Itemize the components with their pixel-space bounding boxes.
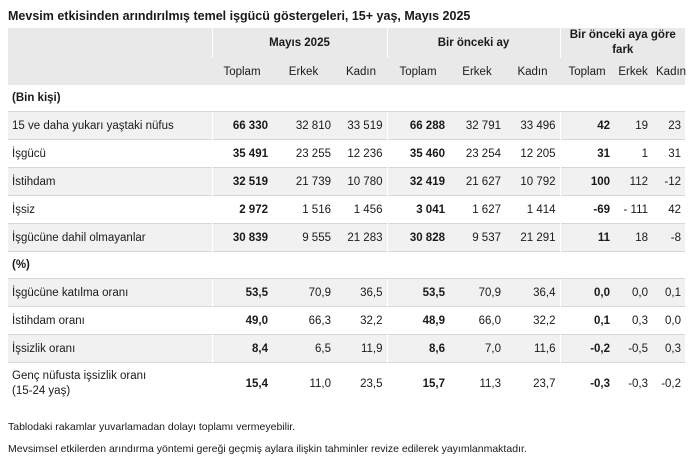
table-cell: 8,6: [387, 335, 449, 363]
row-label-line: (15-24 yaş): [12, 385, 71, 397]
section-row-thousands: [8, 85, 685, 112]
row-label: İşsizlik oranı: [8, 335, 212, 363]
table-cell: 11,0: [272, 363, 335, 406]
table-cell: 100: [560, 168, 614, 196]
table-row: [8, 335, 685, 363]
row-label: 15 ve daha yukarı yaştaki nüfus: [8, 112, 212, 140]
table-cell: 23 254: [449, 140, 505, 168]
table-cell: 0,0: [652, 307, 685, 335]
subheader-cell: Erkek: [614, 58, 652, 85]
table-cell: 0,3: [614, 307, 652, 335]
table-cell: 15,7: [387, 363, 449, 406]
header-row-sub: [8, 58, 685, 85]
table-cell: 0,0: [560, 279, 614, 307]
labour-indicators-table: [8, 28, 685, 405]
table-row: [8, 140, 685, 168]
table-cell: 6,5: [272, 335, 335, 363]
table-cell: 7,0: [449, 335, 505, 363]
table-cell: 21 739: [272, 168, 335, 196]
table-cell: 21 283: [335, 224, 387, 252]
table-cell: -0,3: [614, 363, 652, 406]
table-cell: 10 792: [505, 168, 560, 196]
table-cell: 32 419: [387, 168, 449, 196]
table-cell: 30 839: [212, 224, 272, 252]
table-cell: 70,9: [449, 279, 505, 307]
row-label: İstihdam: [8, 168, 212, 196]
table-title: Mevsim etkisinden arındırılmış temel işgücü göstergeleri, 15+ yaş, Mayıs 2025: [8, 9, 471, 23]
subheader-cell: Erkek: [272, 58, 335, 85]
table-cell: 1 627: [449, 196, 505, 224]
table-cell: 23: [652, 112, 685, 140]
table-cell: 11,9: [335, 335, 387, 363]
table-cell: -0,3: [560, 363, 614, 406]
table-cell: -0,2: [560, 335, 614, 363]
table-cell: 42: [560, 112, 614, 140]
table-cell: 10 780: [335, 168, 387, 196]
table-cell: 66,3: [272, 307, 335, 335]
section-row-percent: [8, 252, 685, 279]
table-cell: 66 330: [212, 112, 272, 140]
table-cell: 0,0: [614, 279, 652, 307]
subheader-cell: Toplam: [387, 58, 449, 85]
table-cell: -0,5: [614, 335, 652, 363]
table-cell: 33 519: [335, 112, 387, 140]
table-cell: 32,2: [335, 307, 387, 335]
table-cell: 1 516: [272, 196, 335, 224]
table-cell: 32,2: [505, 307, 560, 335]
footnote-rounding: Tablodaki rakamlar yuvarlamadan dolayı toplamı vermeyebilir.: [8, 421, 296, 433]
table-cell: 36,5: [335, 279, 387, 307]
header-corner: [8, 28, 212, 58]
row-label: İstihdam oranı: [8, 307, 212, 335]
table-row: [8, 307, 685, 335]
table-cell: -69: [560, 196, 614, 224]
subheader-cell: Toplam: [212, 58, 272, 85]
subheader-cell: Kadın: [652, 58, 685, 85]
row-label: İşsiz: [8, 196, 212, 224]
table-cell: 66 288: [387, 112, 449, 140]
table-cell: 0,1: [652, 279, 685, 307]
table-cell: 15,4: [212, 363, 272, 406]
table-cell: 9 555: [272, 224, 335, 252]
group-header-current: Mayıs 2025: [212, 28, 387, 58]
table-cell: 18: [614, 224, 652, 252]
table-cell: 23,5: [335, 363, 387, 406]
table-cell: 2 972: [212, 196, 272, 224]
table-cell: 53,5: [387, 279, 449, 307]
table-row: [8, 224, 685, 252]
table-cell: 36,4: [505, 279, 560, 307]
group-header-previous: Bir önceki ay: [387, 28, 560, 58]
subheader-cell: Erkek: [449, 58, 505, 85]
table-cell: 32 810: [272, 112, 335, 140]
table-cell: 48,9: [387, 307, 449, 335]
table-cell: 1: [614, 140, 652, 168]
table-cell: 23 255: [272, 140, 335, 168]
table-cell: 9 537: [449, 224, 505, 252]
table-row: [8, 196, 685, 224]
table-cell: 19: [614, 112, 652, 140]
table-cell: 0,1: [560, 307, 614, 335]
table-cell: 30 828: [387, 224, 449, 252]
table-row: [8, 112, 685, 140]
table-cell: 31: [560, 140, 614, 168]
table-cell: - 111: [614, 196, 652, 224]
section-label: (Bin kişi): [12, 92, 61, 104]
header-row-groups: [8, 28, 685, 58]
table-cell: 1 456: [335, 196, 387, 224]
table-cell: -12: [652, 168, 685, 196]
table-cell: 21 627: [449, 168, 505, 196]
table-cell: 66,0: [449, 307, 505, 335]
table-cell: 112: [614, 168, 652, 196]
table-cell: 21 291: [505, 224, 560, 252]
table-cell: 35 491: [212, 140, 272, 168]
section-label: (%): [8, 252, 685, 279]
table-cell: 12 236: [335, 140, 387, 168]
table-cell: -0,2: [652, 363, 685, 406]
row-label: [8, 363, 212, 406]
table-cell: 11,3: [449, 363, 505, 406]
subheader-cell: Kadın: [335, 58, 387, 85]
table-cell: 32 791: [449, 112, 505, 140]
table-cell: 32 519: [212, 168, 272, 196]
row-label: İşgücüne dahil olmayanlar: [8, 224, 212, 252]
table-cell: -8: [652, 224, 685, 252]
table-cell: 49,0: [212, 307, 272, 335]
group-header-difference: Bir önceki aya göre fark: [560, 28, 685, 58]
header-corner-sub: [8, 58, 212, 85]
table-cell: 0,3: [652, 335, 685, 363]
table-cell: 42: [652, 196, 685, 224]
table-row: [8, 363, 685, 406]
table-cell: 8,4: [212, 335, 272, 363]
table-cell: 70,9: [272, 279, 335, 307]
table-cell: 33 496: [505, 112, 560, 140]
table-cell: 53,5: [212, 279, 272, 307]
table-cell: 11,6: [505, 335, 560, 363]
table-cell: 12 205: [505, 140, 560, 168]
table-row: [8, 168, 685, 196]
table-cell: 3 041: [387, 196, 449, 224]
row-label: İşgücü: [8, 140, 212, 168]
table-cell: 35 460: [387, 140, 449, 168]
table-cell: 23,7: [505, 363, 560, 406]
table-cell: 11: [560, 224, 614, 252]
table-cell: 1 414: [505, 196, 560, 224]
table-cell: 31: [652, 140, 685, 168]
subheader-cell: Toplam: [560, 58, 614, 85]
table-row: [8, 279, 685, 307]
footnote-revision: Mevsimsel etkilerden arındırma yöntemi gereği geçmiş aylara ilişkin tahminler revize edilerek yayımlanmaktadır.: [8, 443, 527, 455]
subheader-cell: Kadın: [505, 58, 560, 85]
row-label-line: Genç nüfusta işsizlik oranı: [12, 370, 147, 382]
row-label: İşgücüne katılma oranı: [8, 279, 212, 307]
